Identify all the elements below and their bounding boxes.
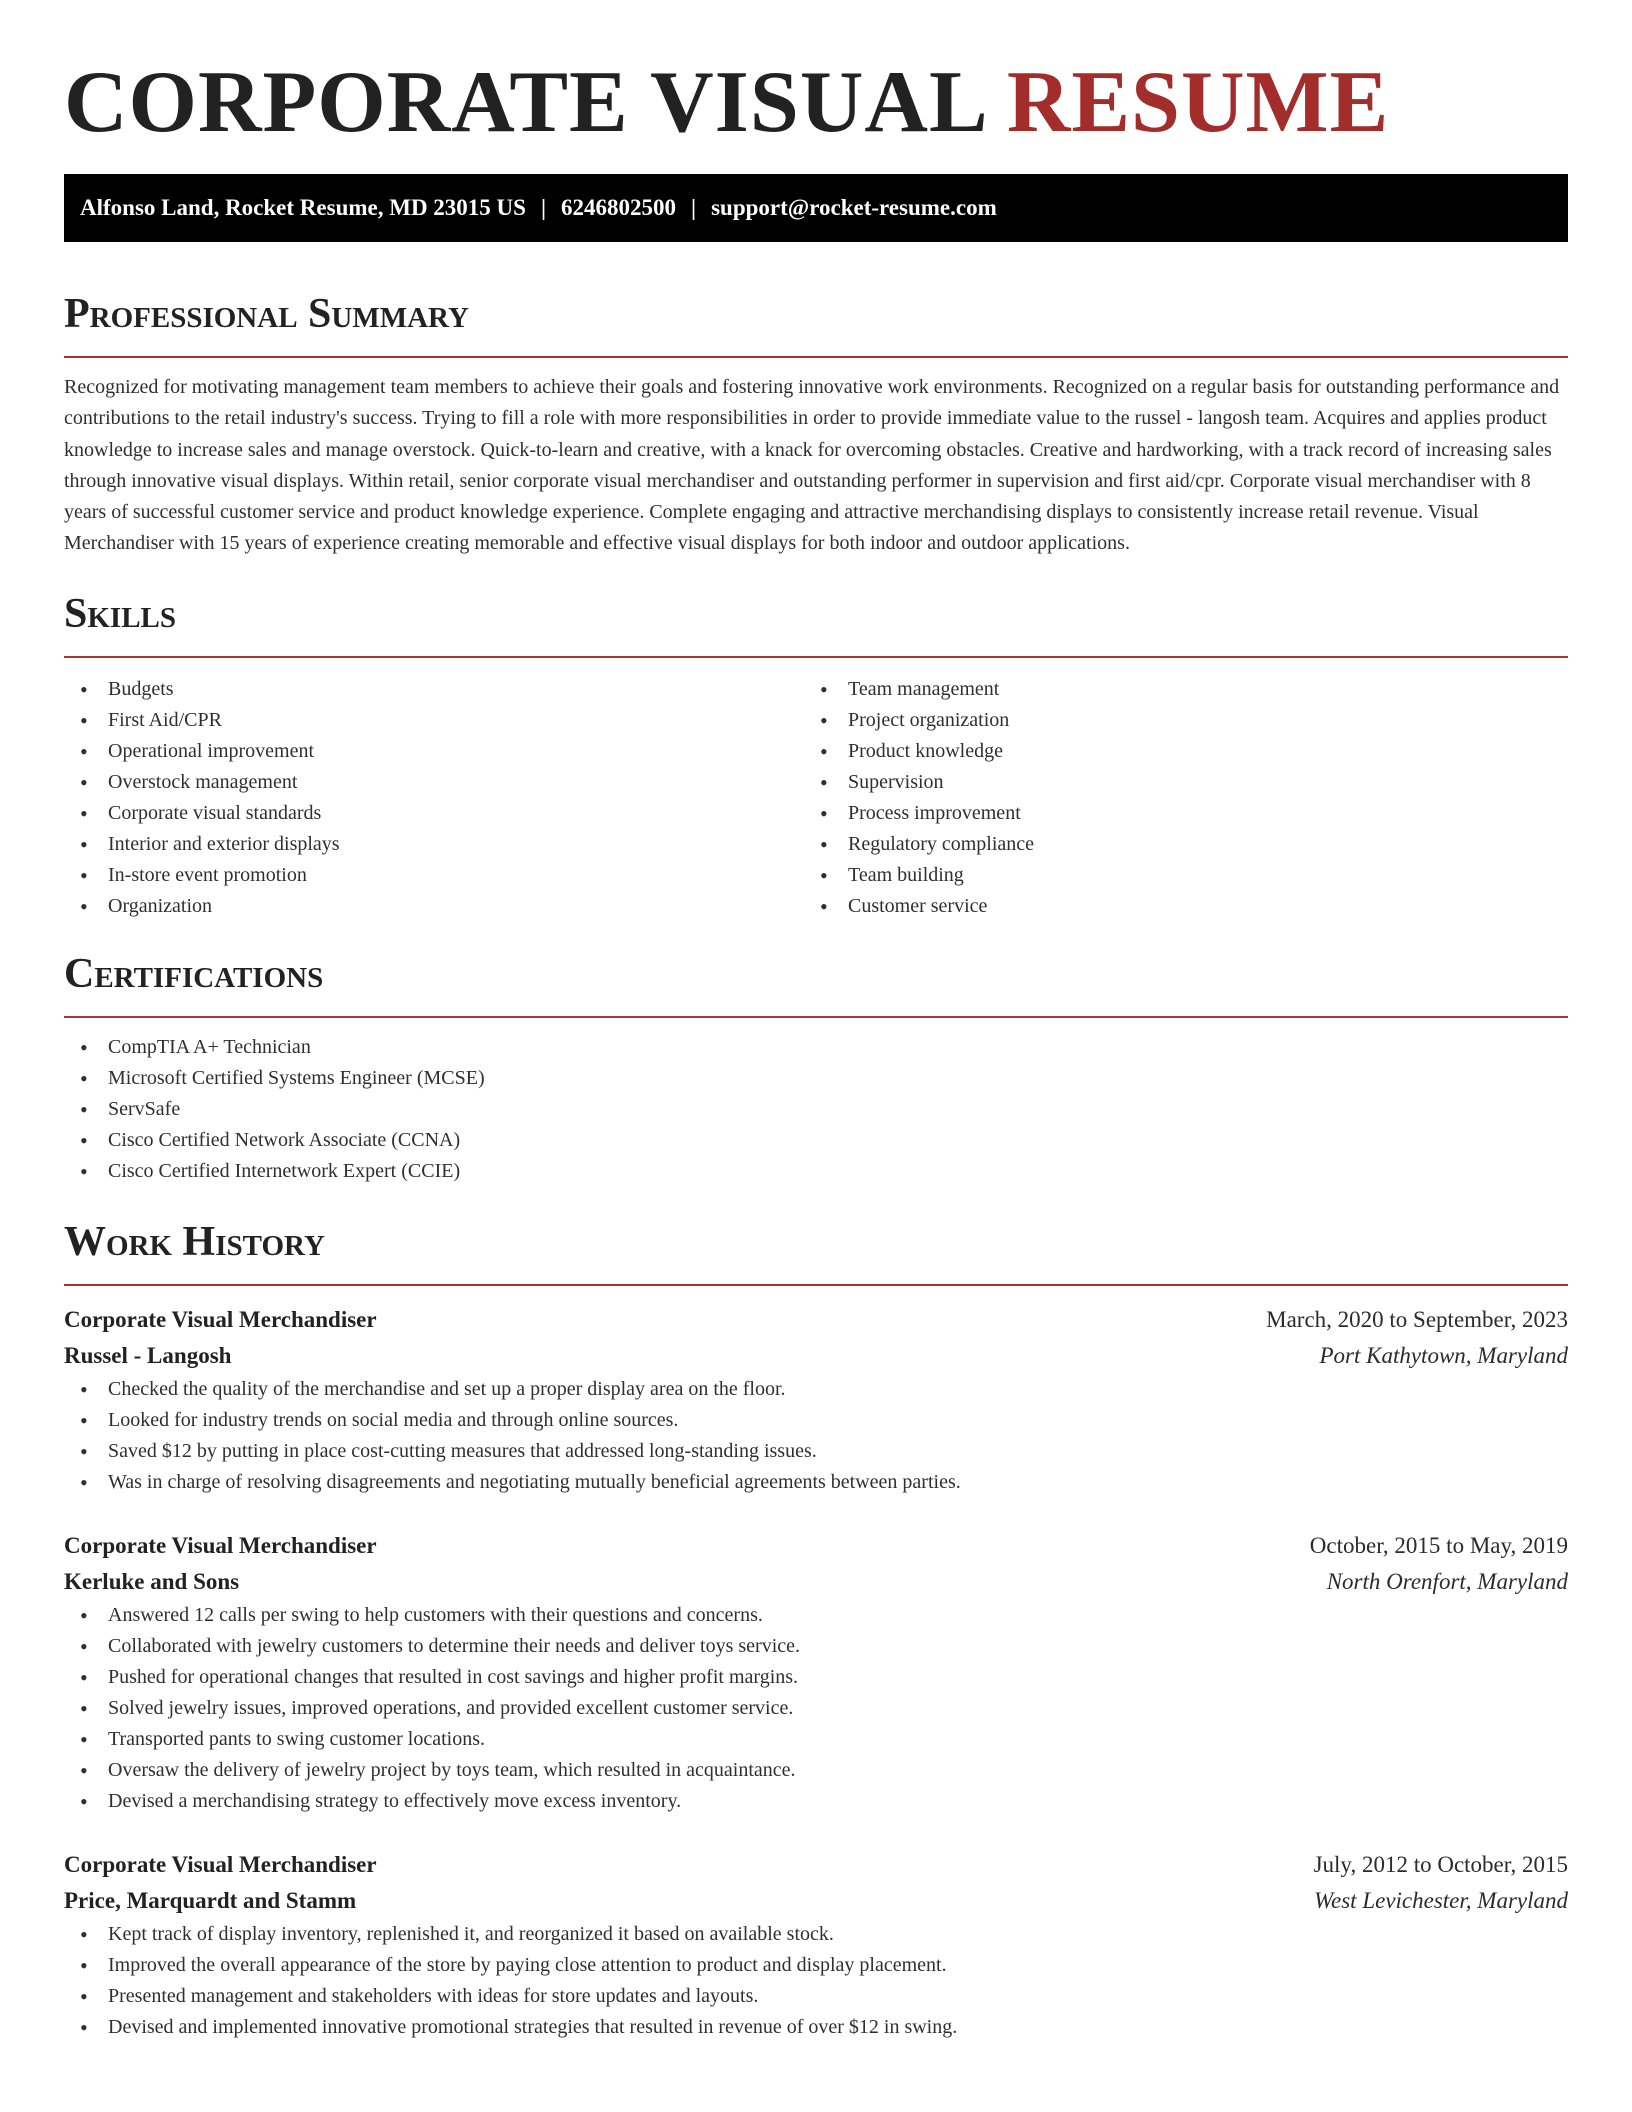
job-duty: • Kept track of display inventory, replenished it, and reorganized it based on available stock. [64,1919,1568,1950]
contact-address: Alfonso Land, Rocket Resume, MD 23015 US [80,195,526,220]
job-duty: • Answered 12 calls per swing to help customers with their questions and concerns. [64,1600,1568,1631]
certifications-heading: Certifications [64,950,324,997]
skills-section [64,586,1568,922]
section-divider [64,1016,1568,1018]
skill-item: • First Aid/CPR [64,705,804,736]
job-duty: • Collaborated with jewelry customers to determine their needs and deliver toys service. [64,1631,1568,1662]
certification-item: • CompTIA A+ Technician [64,1032,1568,1063]
job-header [64,1528,1568,1564]
skill-item: • Team building [804,860,1544,891]
contact-separator: | [691,195,697,220]
job-title: Corporate Visual Merchandiser [64,1306,377,1332]
job-duty: • Checked the quality of the merchandise and set up a proper display area on the floor. [64,1374,1568,1405]
skill-item: • Customer service [804,891,1544,922]
job-dates: October, 2015 to May, 2019 [1309,1532,1568,1558]
job-duty: • Pushed for operational changes that resulted in cost savings and higher profit margins. [64,1662,1568,1693]
summary-text: Recognized for motivating management team members to achieve their goals and fostering innovative work environments. Recognized on a regular basis for outstanding performance and contributions to the retail industry's success. Trying to fill a role with more responsibilities in order to provide immediate value to the russel - langosh team. Acquires and applies product knowledge to increase sales and manage overstock. Quick-to-learn and creative, with a knack for overcoming obstacles. Creative and hardworking, with a track record of increasing sales through innovative visual displays. Within retail, senior corporate visual merchandiser and outstanding performer in supervision and first aid/cpr. Corporate visual merchandiser with 8 years of successful customer service and product knowledge experience. Complete engaging and attractive merchandising displays to consistently increase retail revenue. Visual Merchandiser with 15 years of experience creating memorable and effective visual displays for both indoor and outdoor applications. [64,376,1560,555]
job-location: West Levichester, Maryland [1313,1887,1568,1913]
skill-item: • Overstock management [64,767,804,798]
job-duty: • Improved the overall appearance of the store by paying close attention to product and display placement. [64,1950,1568,1981]
skill-item: • Budgets [64,674,804,705]
contact-phone: 6246802500 [561,195,677,220]
summary-section [64,286,1568,560]
skill-item: • Team management [804,674,1544,705]
job-duties [64,1919,1568,2043]
skill-item: • Supervision [804,767,1544,798]
work-history-heading: Work History [64,1218,325,1265]
contact-bar [64,174,1568,242]
job-duty: • Transported pants to swing customer locations. [64,1724,1568,1755]
skills-columns [64,674,1568,922]
contact-email: support@rocket-resume.com [711,195,997,220]
resume-title [64,0,1568,154]
skill-item: • Product knowledge [804,736,1544,767]
certifications-list [64,1032,1568,1187]
job-duty: • Saved $12 by putting in place cost-cutting measures that addressed long-standing issues. [64,1436,1568,1467]
job-duty: • Oversaw the delivery of jewelry project by toys team, which resulted in acquaintance. [64,1755,1568,1786]
title-main: CORPORATE VISUAL [64,54,984,151]
skill-item: • Organization [64,891,804,922]
job-location: North Orenfort, Maryland [1326,1568,1568,1594]
job-duty: • Devised a merchandising strategy to effectively move excess inventory. [64,1786,1568,1817]
job-title: Corporate Visual Merchandiser [64,1532,377,1558]
skills-heading: Skills [64,590,177,637]
job-subheader [64,1883,1568,1919]
summary-heading: Professional Summary [64,291,469,337]
job-duty: • Presented management and stakeholders with ideas for store updates and layouts. [64,1981,1568,2012]
job-duty: • Devised and implemented innovative promotional strategies that resulted in revenue of over $12 in swing. [64,2012,1568,2043]
skill-item: • Interior and exterior displays [64,829,804,860]
skills-list-right [804,674,1544,922]
job-header [64,1847,1568,1883]
skill-item: • Operational improvement [64,736,804,767]
skill-item: • Corporate visual standards [64,798,804,829]
section-divider [64,656,1568,658]
skill-item: • In-store event promotion [64,860,804,891]
certifications-section [64,946,1568,1187]
skill-item: • Process improvement [804,798,1544,829]
certification-item: • Microsoft Certified Systems Engineer (MCSE) [64,1063,1568,1094]
job-location: Port Kathytown, Maryland [1319,1342,1568,1368]
job-company: Kerluke and Sons [64,1568,240,1594]
job-entry [64,1302,1568,1498]
contact-separator: | [540,195,547,220]
job-dates: March, 2020 to September, 2023 [1266,1306,1568,1332]
section-divider [64,1284,1568,1286]
job-duty: • Was in charge of resolving disagreements and negotiating mutually beneficial agreements between parties. [64,1467,1568,1498]
title-accent: RESUME [1006,54,1390,151]
job-company: Price, Marquardt and Stamm [64,1887,357,1913]
job-duties [64,1600,1568,1817]
work-history-section [64,1214,1568,2043]
job-header [64,1302,1568,1338]
job-subheader [64,1564,1568,1600]
certification-item: • Cisco Certified Internetwork Expert (CCIE) [64,1156,1568,1187]
job-duty: • Solved jewelry issues, improved operations, and provided excellent customer service. [64,1693,1568,1724]
job-dates: July, 2012 to October, 2015 [1313,1851,1568,1877]
job-title: Corporate Visual Merchandiser [64,1851,377,1877]
certification-item: • Cisco Certified Network Associate (CCNA) [64,1125,1568,1156]
skill-item: • Project organization [804,705,1544,736]
skills-list-left [64,674,804,922]
job-duty: • Looked for industry trends on social media and through online sources. [64,1405,1568,1436]
certification-item: • ServSafe [64,1094,1568,1125]
job-duties [64,1374,1568,1498]
skill-item: • Regulatory compliance [804,829,1544,860]
job-subheader [64,1338,1568,1374]
job-entry [64,1847,1568,2043]
job-entry [64,1528,1568,1817]
job-company: Russel - Langosh [64,1342,232,1368]
section-divider [64,356,1568,358]
